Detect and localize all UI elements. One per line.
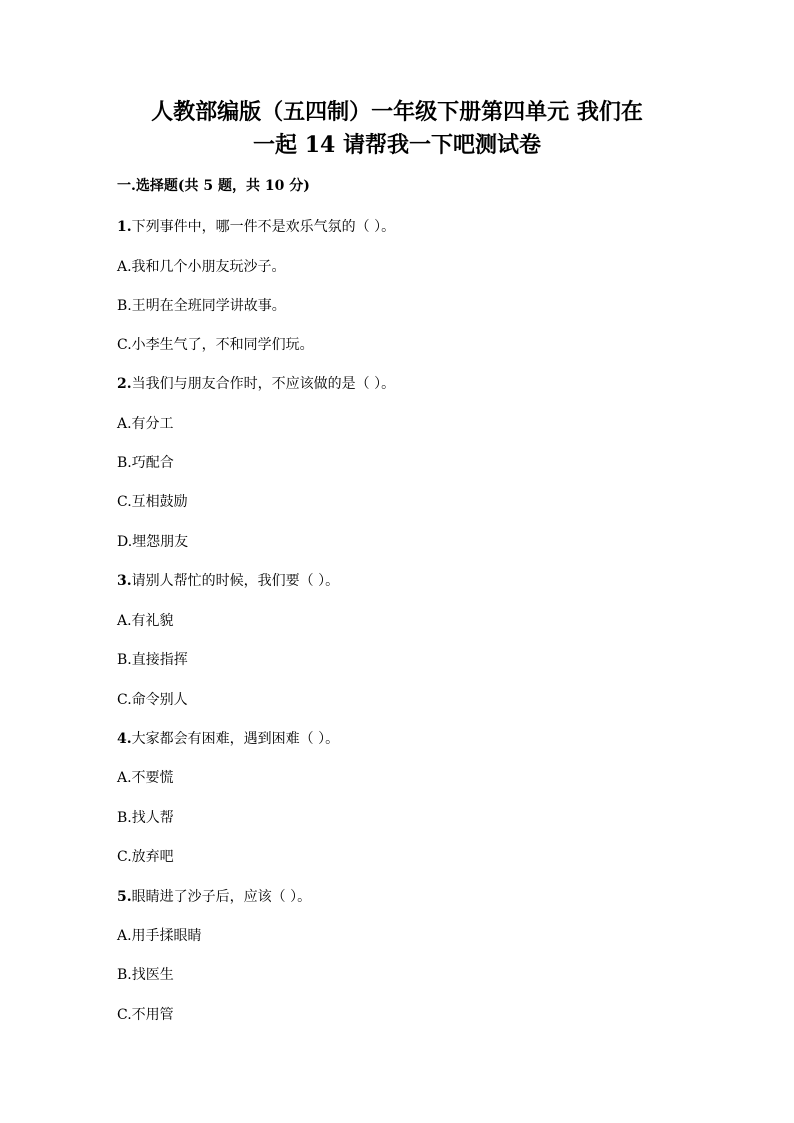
question-2-option-c: C.互相鼓励 <box>117 494 188 510</box>
question-text: 请别人帮忙的时候，我们要（ ）。 <box>131 573 340 589</box>
question-2 <box>117 374 395 394</box>
question-number: 2. <box>117 376 132 392</box>
question-2-option-d: D.埋怨朋友 <box>117 534 189 550</box>
question-4-option-b: B.找人帮 <box>117 810 174 826</box>
question-number: 4. <box>117 731 132 747</box>
question-number: 1. <box>117 219 132 235</box>
question-3-option-b: B.直接指挥 <box>117 652 188 668</box>
question-3-option-a: A.有礼貌 <box>117 613 174 629</box>
question-text: 大家都会有困难，遇到困难（ ）。 <box>131 731 340 747</box>
question-1-option-a: A.我和几个小朋友玩沙子。 <box>117 259 286 275</box>
question-1-option-b: B.王明在全班同学讲故事。 <box>117 298 286 314</box>
question-number: 5. <box>117 889 132 905</box>
page-title-line-2: 一起 14 请帮我一下吧测试卷 <box>253 132 541 158</box>
question-5-option-b: B.找医生 <box>117 967 174 983</box>
question-5-option-c: C.不用管 <box>117 1007 174 1023</box>
question-4 <box>117 729 339 749</box>
page-title-line-1: 人教部编版（五四制）一年级下册第四单元 我们在 <box>151 99 643 125</box>
question-2-option-a: A.有分工 <box>117 416 174 432</box>
question-4-option-a: A.不要慌 <box>117 770 174 786</box>
question-text: 下列事件中，哪一件不是欢乐气氛的（ ）。 <box>131 219 396 235</box>
question-4-option-c: C.放弃吧 <box>117 849 174 865</box>
question-number: 3. <box>117 573 132 589</box>
question-3-option-c: C.命令别人 <box>117 692 188 708</box>
question-1-option-c: C.小李生气了，不和同学们玩。 <box>117 337 314 353</box>
question-text: 眼睛进了沙子后，应该（ ）。 <box>131 889 312 905</box>
question-2-option-b: B.巧配合 <box>117 455 174 471</box>
question-5 <box>117 887 311 907</box>
question-5-option-a: A.用手揉眼睛 <box>117 928 202 944</box>
section-heading: 一.选择题(共 5 题，共 10 分) <box>117 178 310 194</box>
question-3 <box>117 571 339 591</box>
question-text: 当我们与朋友合作时，不应该做的是（ ）。 <box>131 376 396 392</box>
question-1 <box>117 217 395 237</box>
